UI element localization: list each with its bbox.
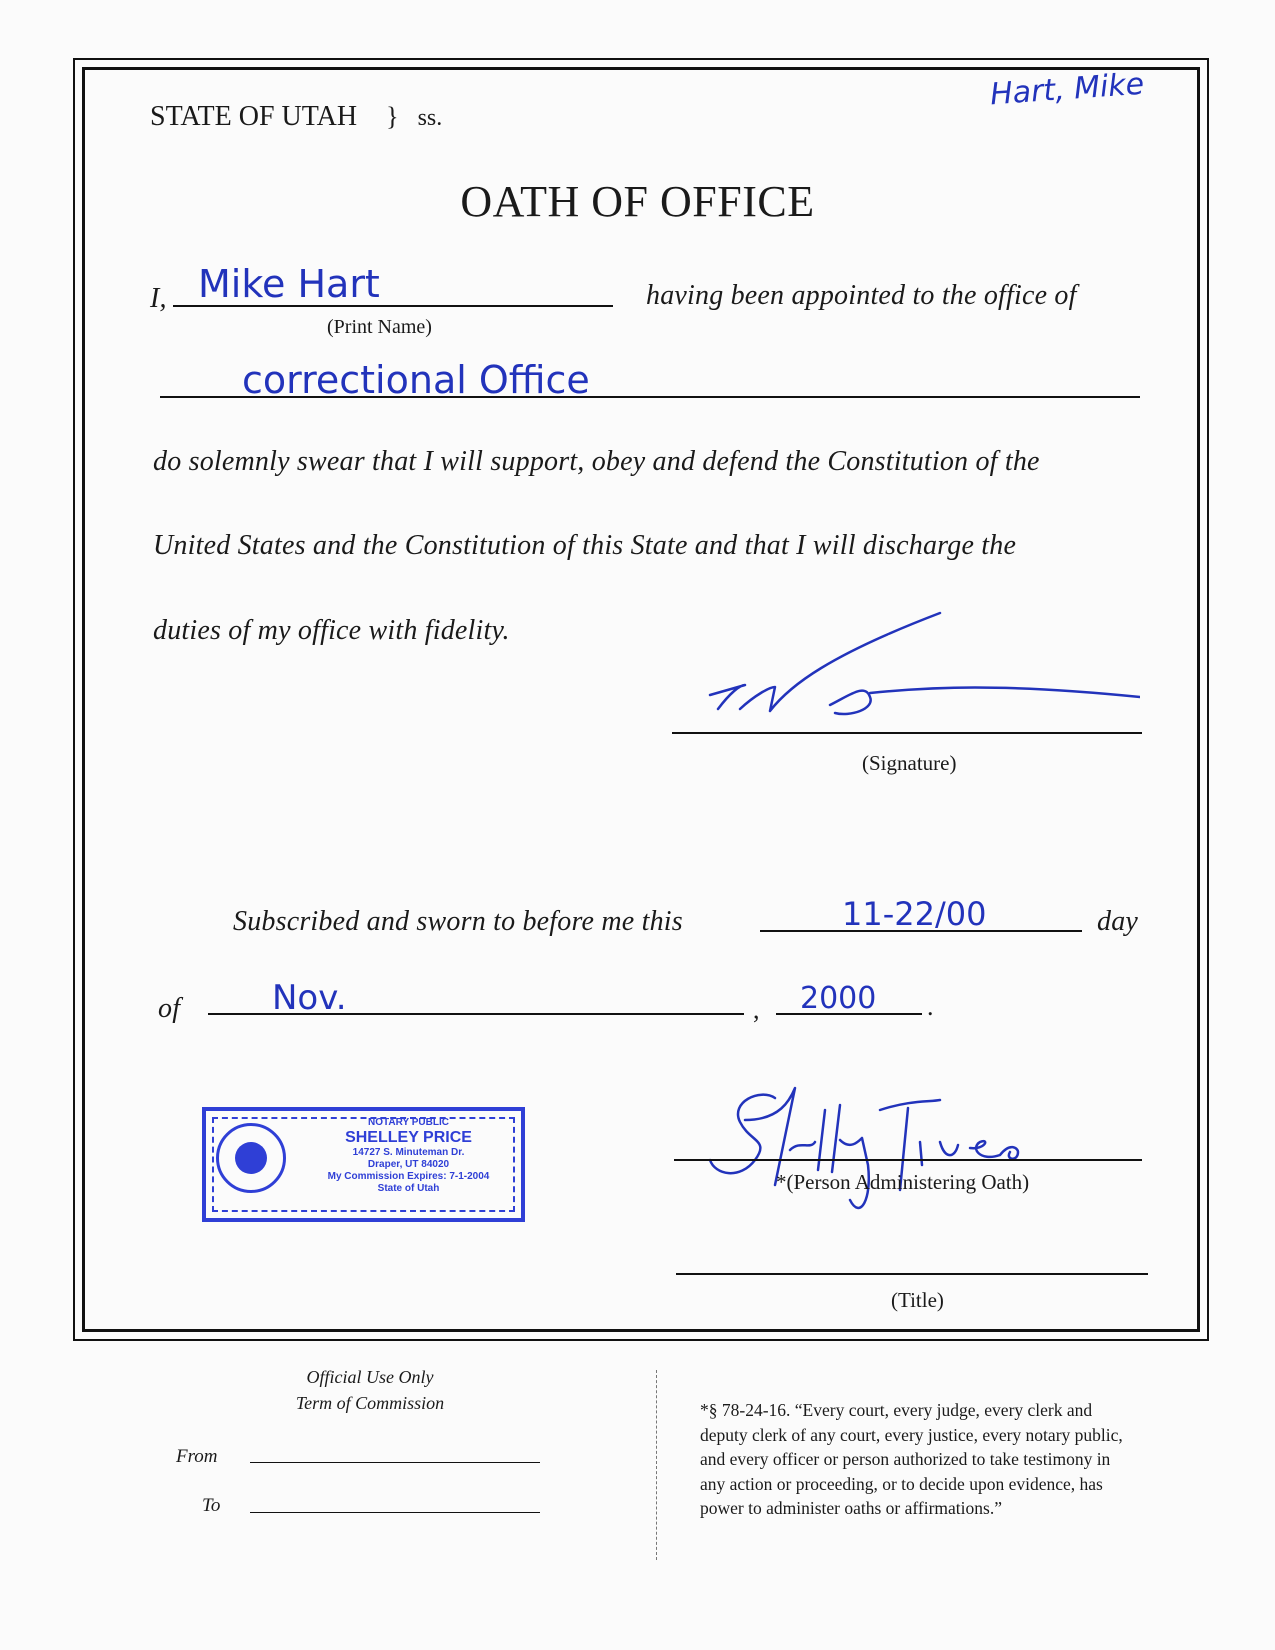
period-glyph: . xyxy=(927,992,934,1021)
footnote-line-3: and every officer or person authorized to take testimony in xyxy=(700,1449,1111,1469)
official-use-title: Official Use Only xyxy=(306,1367,434,1387)
day-value: 11-22/00 xyxy=(842,895,987,933)
stamp-state: State of Utah xyxy=(377,1183,440,1194)
appointee-signature xyxy=(700,605,1140,735)
stamp-address1: 14727 S. Minuteman Dr. xyxy=(352,1147,465,1158)
comma-glyph: , xyxy=(753,995,760,1024)
oath-line-3: duties of my office with fidelity. xyxy=(153,615,510,646)
administrator-caption: *(Person Administering Oath) xyxy=(776,1170,1030,1194)
administrator-signature xyxy=(700,1080,1100,1230)
stamp-address2: Draper, UT 84020 xyxy=(367,1159,450,1170)
title-line xyxy=(676,1273,1148,1275)
footnote-line-1: *§ 78-24-16. “Every court, every judge, every clerk and xyxy=(700,1400,1093,1420)
sworn-text: Subscribed and sworn to before me this xyxy=(233,906,683,937)
page-title: OATH OF OFFICE xyxy=(460,177,815,226)
to-field-line xyxy=(250,1512,540,1513)
statute-footnote xyxy=(700,1398,1123,1521)
term-of-commission-title: Term of Commission xyxy=(295,1393,445,1413)
brace-glyph: } xyxy=(386,102,399,131)
from-field-line xyxy=(250,1462,540,1463)
day-label: day xyxy=(1097,906,1139,937)
stamp-title: NOTARY PUBLIC xyxy=(368,1117,449,1128)
stamp-name: SHELLEY PRICE xyxy=(345,1129,472,1146)
file-note: Hart, Mike xyxy=(988,66,1146,113)
stamp-text-block xyxy=(306,1117,511,1195)
office-value: correctional Office xyxy=(242,358,590,402)
official-use-block xyxy=(250,1364,490,1416)
to-label: To xyxy=(202,1495,221,1516)
year-value: 2000 xyxy=(800,981,877,1016)
signature-line xyxy=(672,732,1142,734)
signature-caption: (Signature) xyxy=(862,751,957,775)
ss-label: ss. xyxy=(417,105,443,131)
stamp-expires: My Commission Expires: 7-1-2004 xyxy=(327,1171,490,1182)
state-label: STATE OF UTAH xyxy=(150,101,358,132)
notary-stamp xyxy=(202,1107,525,1222)
print-name-value: Mike Hart xyxy=(198,262,380,306)
having-text: having been appointed to the office of xyxy=(646,280,1077,311)
state-heading xyxy=(150,101,442,133)
of-label: of xyxy=(158,993,181,1024)
footer-divider xyxy=(656,1370,657,1560)
i-prefix: I, xyxy=(150,283,167,314)
print-name-caption: (Print Name) xyxy=(327,316,432,338)
oath-line-2: United States and the Constitution of this State and that I will discharge the xyxy=(153,530,1017,561)
month-value: Nov. xyxy=(272,978,347,1018)
oath-line-1: do solemnly swear that I will support, obey and defend the Constitution of the xyxy=(153,446,1040,477)
footnote-line-5: power to administer oaths or affirmations.” xyxy=(700,1498,1002,1518)
administrator-line xyxy=(674,1159,1142,1161)
title-caption: (Title) xyxy=(891,1288,944,1312)
from-label: From xyxy=(176,1446,218,1467)
footnote-line-4: any action or proceeding, or to decide upon evidence, has xyxy=(700,1473,1103,1494)
utah-seal-icon xyxy=(216,1123,286,1193)
footnote-line-2: deputy clerk of any court, every justice, every notary public, xyxy=(700,1424,1123,1445)
